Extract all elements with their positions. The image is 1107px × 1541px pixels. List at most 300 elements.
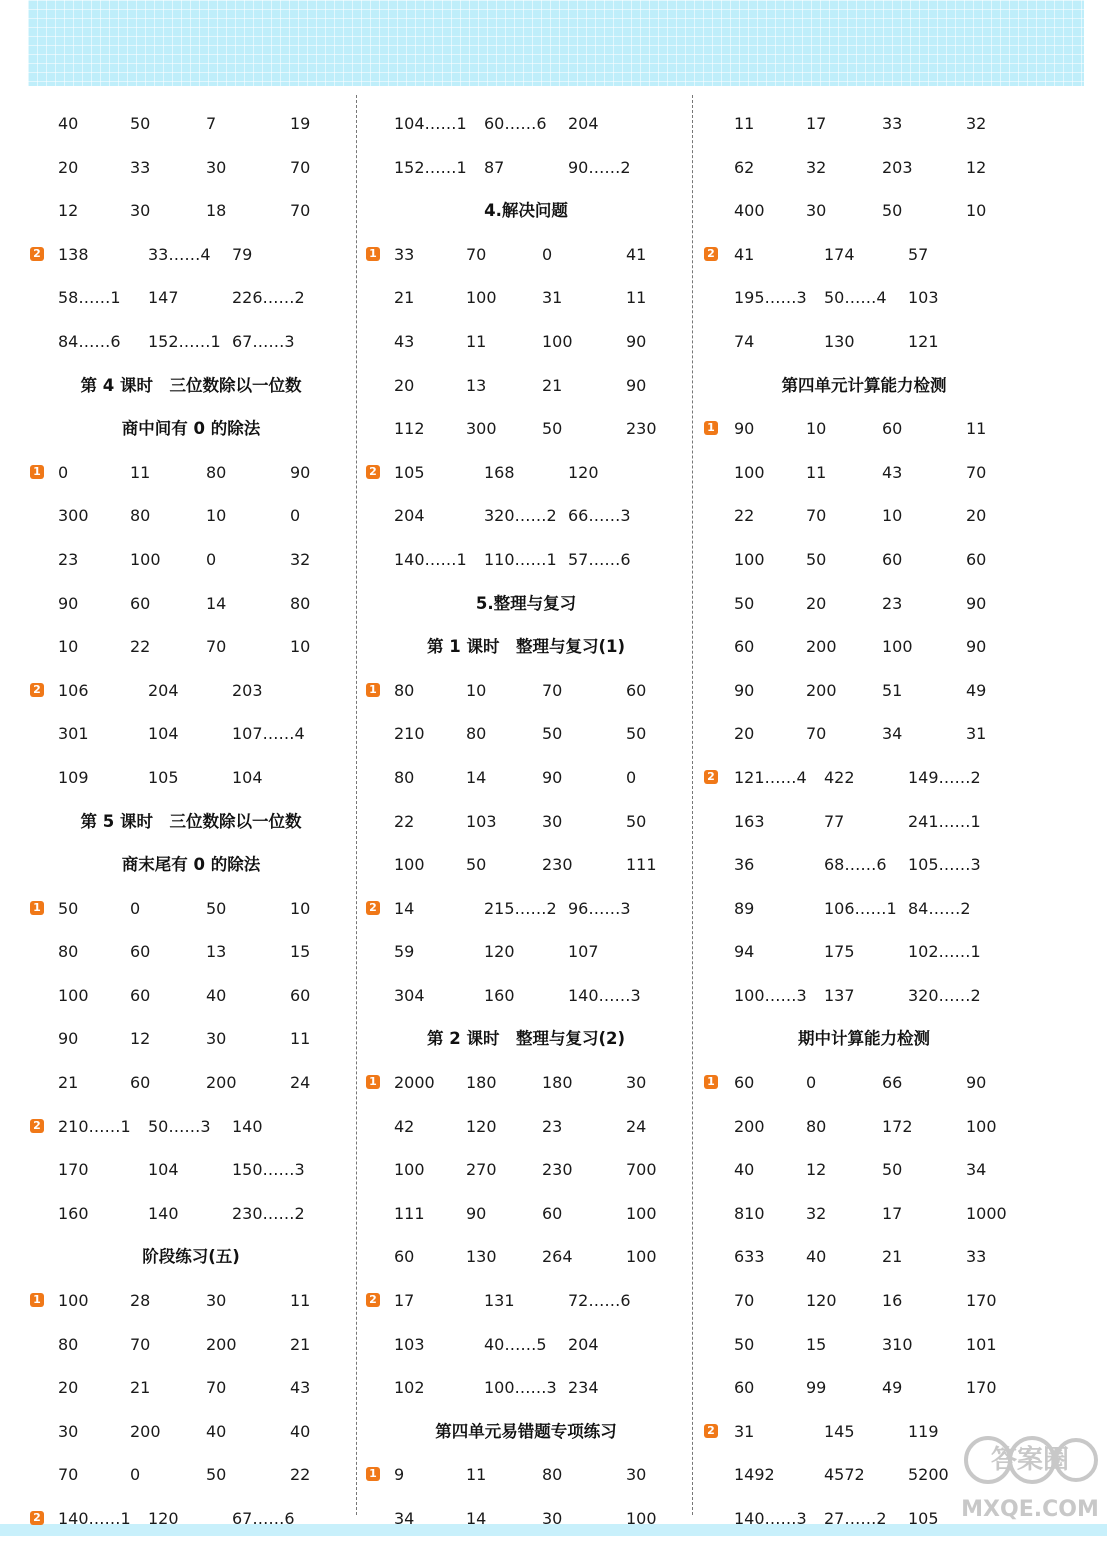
answer-value: 210……1: [58, 1116, 131, 1136]
answer-row: [30, 1279, 352, 1323]
answer-value: 180: [542, 1073, 573, 1093]
answer-value: 100: [966, 1116, 997, 1136]
watermark-logo: [960, 1432, 1100, 1528]
section-heading: 期中计算能力检测: [798, 1029, 930, 1049]
answer-value: 175: [824, 942, 855, 962]
question-number-badge: 1: [366, 247, 380, 261]
answer-row: [704, 102, 1024, 146]
section-heading: 商中间有 0 的除法: [121, 419, 261, 439]
answer-value: 102……1: [908, 942, 981, 962]
answer-value: 72……6: [568, 1291, 631, 1311]
answer-value: 60: [130, 1073, 151, 1093]
answer-value: 79: [232, 244, 253, 264]
answer-value: 168: [484, 462, 515, 482]
answer-value: 30: [206, 1029, 227, 1049]
answer-row: [30, 233, 352, 277]
answer-value: 34: [882, 724, 903, 744]
answer-value: 87: [484, 157, 505, 177]
answer-value: 90: [466, 1203, 487, 1223]
answer-row: [704, 1366, 1024, 1410]
answer-value: 109: [58, 767, 89, 787]
answer-value: 89: [734, 898, 755, 918]
answer-value: 310: [882, 1334, 913, 1354]
question-number-badge: 2: [30, 247, 44, 261]
answer-row: [366, 146, 686, 190]
answer-value: 15: [806, 1334, 827, 1354]
answer-value: 41: [734, 244, 755, 264]
answer-value: 40……5: [484, 1334, 547, 1354]
answer-row: [704, 233, 1024, 277]
answer-value: 58……1: [58, 288, 121, 308]
answer-row: [30, 189, 352, 233]
answer-value: 230: [542, 1160, 573, 1180]
answer-value: 74: [734, 331, 755, 351]
answer-value: 90: [734, 419, 755, 439]
answer-row: [704, 756, 1024, 800]
answer-value: 49: [966, 680, 987, 700]
answer-value: 105: [908, 1509, 939, 1528]
answer-row: [30, 712, 352, 756]
answer-row: [366, 1148, 686, 1192]
answer-value: 33: [394, 244, 415, 264]
answer-value: 10: [290, 637, 311, 657]
answer-value: 11: [466, 1465, 487, 1485]
answer-value: 50……3: [148, 1116, 211, 1136]
answer-value: 31: [542, 288, 563, 308]
answer-value: 172: [882, 1116, 913, 1136]
question-number-badge: 2: [30, 1511, 44, 1525]
answer-value: 23: [58, 549, 79, 569]
answer-row: [704, 843, 1024, 887]
answer-value: 147: [148, 288, 179, 308]
answer-value: 34: [966, 1160, 987, 1180]
answer-value: 11: [290, 1029, 311, 1049]
answer-row: [366, 756, 686, 800]
answer-row: [366, 102, 686, 146]
answer-value: 30: [206, 1291, 227, 1311]
answer-value: 14: [394, 898, 415, 918]
answer-value: 140: [232, 1116, 263, 1136]
answer-value: 203: [232, 680, 263, 700]
answer-row: [366, 669, 686, 713]
answer-value: 102: [394, 1378, 425, 1398]
answer-value: 300: [466, 419, 497, 439]
answer-value: 33……4: [148, 244, 211, 264]
answer-value: 80: [206, 462, 227, 482]
question-number-badge: 1: [30, 465, 44, 479]
answer-value: 121: [908, 331, 939, 351]
answer-value: 40: [206, 1421, 227, 1441]
answer-value: 215……2: [484, 898, 557, 918]
answer-value: 0: [58, 462, 69, 482]
answer-value: 22: [290, 1465, 311, 1485]
answer-value: 422: [824, 767, 855, 787]
answer-value: 400: [734, 201, 765, 221]
answer-row: [366, 1061, 686, 1105]
answer-value: 11: [130, 462, 151, 482]
answer-row: [30, 974, 352, 1018]
answer-value: 68……6: [824, 855, 887, 875]
answer-value: 0: [130, 1465, 141, 1485]
answer-value: 700: [626, 1160, 657, 1180]
answer-value: 137: [824, 985, 855, 1005]
answer-value: 145: [824, 1421, 855, 1441]
answer-value: 120: [484, 942, 515, 962]
question-number-badge: 1: [366, 1467, 380, 1481]
answer-row: [366, 451, 686, 495]
answer-row: [366, 1192, 686, 1236]
answer-value: 12: [806, 1160, 827, 1180]
answer-value: 14: [466, 767, 487, 787]
answer-value: 60: [290, 985, 311, 1005]
answer-value: 19: [290, 114, 311, 133]
answer-value: 70: [290, 201, 311, 221]
answer-value: 17: [394, 1291, 415, 1311]
answer-row: [366, 1105, 686, 1149]
answer-value: 633: [734, 1247, 765, 1267]
answer-value: 9: [394, 1465, 405, 1485]
answer-value: 80: [806, 1116, 827, 1136]
answer-row: [30, 756, 352, 800]
answer-value: 70: [130, 1334, 151, 1354]
answer-value: 0: [130, 898, 141, 918]
answer-value: 17: [806, 114, 827, 133]
answer-value: 15: [290, 942, 311, 962]
answer-value: 90: [734, 680, 755, 700]
answer-value: 50: [734, 593, 755, 613]
answer-value: 110……1: [484, 549, 557, 569]
answer-value: 10: [290, 898, 311, 918]
answer-row: [30, 1366, 352, 1410]
answer-value: 230: [626, 419, 657, 439]
answer-value: 90: [966, 1073, 987, 1093]
answer-value: 22: [130, 637, 151, 657]
answer-row: [704, 582, 1024, 626]
watermark-label: 答案圈: [990, 1445, 1070, 1475]
answer-value: 11: [626, 288, 647, 308]
answer-value: 94: [734, 942, 755, 962]
answer-value: 163: [734, 811, 765, 831]
answer-value: 50: [882, 1160, 903, 1180]
answer-value: 100: [626, 1509, 657, 1528]
answer-value: 84……6: [58, 331, 121, 351]
question-number-badge: 1: [704, 1075, 718, 1089]
answer-value: 70: [542, 680, 563, 700]
answer-value: 67……3: [232, 331, 295, 351]
answer-value: 304: [394, 985, 425, 1005]
answer-value: 170: [966, 1378, 997, 1398]
answer-value: 160: [58, 1203, 89, 1223]
answer-value: 140……3: [734, 1509, 807, 1528]
answer-value: 80: [394, 767, 415, 787]
question-number-badge: 2: [366, 465, 380, 479]
answer-value: 2000: [394, 1073, 435, 1093]
answer-value: 40: [206, 985, 227, 1005]
answer-value: 100……3: [734, 985, 807, 1005]
answer-value: 36: [734, 855, 755, 875]
answer-value: 70: [806, 724, 827, 744]
section-heading: 商末尾有 0 的除法: [121, 855, 261, 875]
answer-value: 12: [130, 1029, 151, 1049]
answer-value: 57……6: [568, 549, 631, 569]
answer-value: 100: [58, 1291, 89, 1311]
answer-value: 43: [394, 331, 415, 351]
answer-value: 10: [206, 506, 227, 526]
answer-value: 112: [394, 419, 425, 439]
answer-value: 60: [130, 942, 151, 962]
answer-value: 20: [966, 506, 987, 526]
answer-value: 234: [568, 1378, 599, 1398]
answer-value: 43: [882, 462, 903, 482]
answer-value: 0: [626, 767, 637, 787]
answer-value: 119: [908, 1421, 939, 1441]
answer-value: 40: [806, 1247, 827, 1267]
question-number-badge: 1: [30, 1293, 44, 1307]
answer-value: 200: [734, 1116, 765, 1136]
answer-value: 100: [882, 637, 913, 657]
watermark-url: MXQE.COM: [961, 1497, 1099, 1522]
answer-value: 23: [882, 593, 903, 613]
section-heading: 第 1 课时 整理与复习(1): [426, 637, 626, 657]
answer-value: 1000: [966, 1203, 1007, 1223]
answer-value: 60: [882, 549, 903, 569]
answer-value: 105……3: [908, 855, 981, 875]
answer-row: [704, 189, 1024, 233]
answer-value: 138: [58, 244, 89, 264]
section-heading: 阶段练习(五): [142, 1247, 240, 1267]
question-number-badge: 2: [704, 1424, 718, 1438]
answer-row: [30, 1192, 352, 1236]
answer-row: [366, 974, 686, 1018]
answer-value: 21: [882, 1247, 903, 1267]
answer-value: 121……4: [734, 767, 807, 787]
answer-value: 50: [206, 898, 227, 918]
answer-value: 66: [882, 1073, 903, 1093]
answer-row: [366, 1279, 686, 1323]
question-number-badge: 1: [30, 901, 44, 915]
answer-row: [366, 276, 686, 320]
answer-value: 28: [130, 1291, 151, 1311]
answer-value: 50: [542, 419, 563, 439]
answer-value: 140……1: [394, 549, 467, 569]
header-band: [28, 0, 1084, 86]
answer-row: [30, 1017, 352, 1061]
answer-row: [30, 1410, 352, 1454]
answer-value: 50: [206, 1465, 227, 1485]
answer-value: 105: [394, 462, 425, 482]
answer-value: 100: [58, 985, 89, 1005]
answer-value: 13: [466, 375, 487, 395]
answer-value: 100: [626, 1247, 657, 1267]
answer-value: 70: [734, 1291, 755, 1311]
answer-value: 23: [542, 1116, 563, 1136]
answer-column-3: [704, 102, 1024, 1541]
answer-value: 174: [824, 244, 855, 264]
answer-value: 32: [966, 114, 987, 133]
answer-value: 60: [882, 419, 903, 439]
answer-row: [704, 494, 1024, 538]
answer-value: 70: [290, 157, 311, 177]
answer-value: 180: [466, 1073, 497, 1093]
answer-row: [366, 843, 686, 887]
answer-value: 200: [806, 680, 837, 700]
answer-row: [704, 1323, 1024, 1367]
answer-value: 66……3: [568, 506, 631, 526]
answer-value: 20: [394, 375, 415, 395]
answer-value: 18: [206, 201, 227, 221]
answer-value: 50: [130, 114, 151, 133]
section-heading: 5.整理与复习: [475, 593, 577, 613]
answer-value: 33: [130, 157, 151, 177]
answer-value: 77: [824, 811, 845, 831]
answer-row: [704, 407, 1024, 451]
answer-column-2: [366, 102, 686, 1541]
answer-row: [704, 887, 1024, 931]
answer-value: 160: [484, 985, 515, 1005]
answer-value: 50: [626, 724, 647, 744]
answer-row: [30, 451, 352, 495]
answer-value: 204: [568, 114, 599, 133]
answer-value: 210: [394, 724, 425, 744]
answer-value: 11: [806, 462, 827, 482]
answer-value: 60: [542, 1203, 563, 1223]
answer-value: 70: [58, 1465, 79, 1485]
section-heading: 第 4 课时 三位数除以一位数: [80, 375, 302, 395]
answer-value: 200: [806, 637, 837, 657]
answer-value: 12: [58, 201, 79, 221]
answer-row: [30, 1453, 352, 1497]
answer-value: 49: [882, 1378, 903, 1398]
answer-value: 27……2: [824, 1509, 887, 1528]
answer-value: 13: [206, 942, 227, 962]
answer-value: 101: [966, 1334, 997, 1354]
answer-value: 100: [542, 331, 573, 351]
answer-value: 60……6: [484, 114, 547, 133]
answer-value: 203: [882, 157, 913, 177]
answer-value: 150……3: [232, 1160, 305, 1180]
answer-value: 20: [806, 593, 827, 613]
answer-row: [366, 1453, 686, 1497]
answer-value: 32: [290, 549, 311, 569]
answer-value: 241……1: [908, 811, 981, 831]
answer-value: 17: [882, 1203, 903, 1223]
question-number-badge: 2: [704, 770, 718, 784]
answer-row: [704, 1279, 1024, 1323]
answer-value: 60: [130, 985, 151, 1005]
answer-value: 90: [966, 593, 987, 613]
answer-value: 107: [568, 942, 599, 962]
answer-value: 140: [148, 1203, 179, 1223]
answer-value: 60: [394, 1247, 415, 1267]
answer-value: 31: [966, 724, 987, 744]
answer-row: [704, 320, 1024, 364]
question-number-badge: 2: [30, 1119, 44, 1133]
answer-value: 90: [542, 767, 563, 787]
answer-value: 50: [734, 1334, 755, 1354]
answer-row: [704, 1192, 1024, 1236]
answer-row: [366, 1497, 686, 1541]
section-heading: 第 5 课时 三位数除以一位数: [80, 811, 302, 831]
answer-value: 40: [58, 114, 79, 133]
answer-value: 204: [148, 680, 179, 700]
answer-value: 70: [206, 637, 227, 657]
answer-column-1: [30, 102, 352, 1541]
answer-value: 131: [484, 1291, 515, 1311]
answer-row: [30, 625, 352, 669]
section-heading: 第四单元计算能力检测: [781, 375, 947, 395]
answer-value: 7: [206, 114, 217, 133]
answer-value: 41: [626, 244, 647, 264]
answer-value: 120: [466, 1116, 497, 1136]
answer-value: 80: [58, 942, 79, 962]
answer-value: 810: [734, 1203, 765, 1223]
answer-row: [30, 146, 352, 190]
answer-value: 100: [734, 462, 765, 482]
answer-row: [704, 451, 1024, 495]
answer-value: 70: [466, 244, 487, 264]
answer-value: 50: [882, 201, 903, 221]
answer-value: 12: [966, 157, 987, 177]
answer-value: 104: [232, 767, 263, 787]
answer-row: [704, 1148, 1024, 1192]
answer-value: 90: [966, 637, 987, 657]
answer-value: 0: [542, 244, 553, 264]
answer-row: [704, 930, 1024, 974]
answer-value: 106: [58, 680, 89, 700]
answer-value: 152……1: [394, 157, 467, 177]
answer-value: 200: [130, 1421, 161, 1441]
answer-row: [704, 1105, 1024, 1149]
answer-row: [366, 887, 686, 931]
answer-value: 320……2: [484, 506, 557, 526]
answer-value: 60: [734, 637, 755, 657]
answer-value: 10: [806, 419, 827, 439]
answer-value: 11: [466, 331, 487, 351]
answer-value: 21: [542, 375, 563, 395]
answer-value: 50: [466, 855, 487, 875]
answer-value: 103: [466, 811, 497, 831]
answer-value: 270: [466, 1160, 497, 1180]
answer-row: [30, 1105, 352, 1149]
answer-value: 24: [626, 1116, 647, 1136]
answer-row: [30, 494, 352, 538]
answer-value: 170: [966, 1291, 997, 1311]
answer-row: [30, 930, 352, 974]
answer-value: 14: [206, 593, 227, 613]
answer-row: [366, 538, 686, 582]
answer-value: 320……2: [908, 985, 981, 1005]
answer-value: 70: [966, 462, 987, 482]
answer-value: 34: [394, 1509, 415, 1528]
answer-value: 4572: [824, 1465, 865, 1485]
answer-value: 30: [130, 201, 151, 221]
answer-value: 103: [394, 1334, 425, 1354]
answer-value: 20: [58, 1378, 79, 1398]
answer-value: 111: [626, 855, 657, 875]
answer-row: [30, 102, 352, 146]
answer-row: [30, 1148, 352, 1192]
answer-value: 59: [394, 942, 415, 962]
answer-value: 0: [806, 1073, 817, 1093]
answer-value: 80: [542, 1465, 563, 1485]
answer-value: 230: [542, 855, 573, 875]
answer-value: 96……3: [568, 898, 631, 918]
answer-value: 11: [290, 1291, 311, 1311]
answer-value: 22: [394, 811, 415, 831]
answer-value: 32: [806, 1203, 827, 1223]
answer-value: 60: [130, 593, 151, 613]
answer-value: 21: [58, 1073, 79, 1093]
